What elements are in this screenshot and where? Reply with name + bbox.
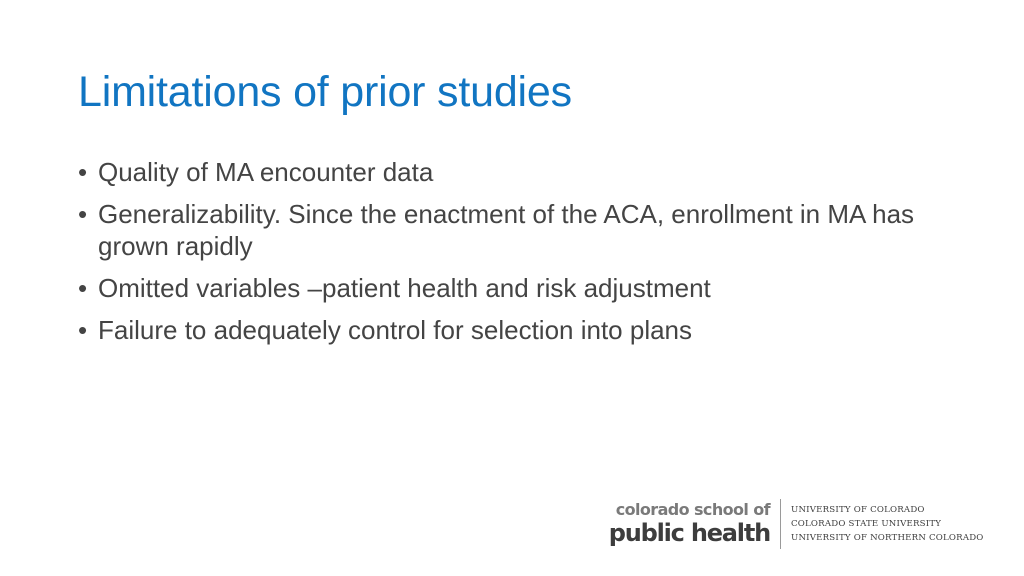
bullet-dot: • [78, 273, 88, 303]
bullet-list [78, 156, 978, 356]
logo-line-1: colorado school of [615, 500, 770, 519]
bullet-dot: • [78, 157, 88, 187]
bullet-text: Quality of MA encounter data [98, 157, 434, 187]
bullet-text: Failure to adequately control for selection into plans [98, 315, 693, 345]
bullet-text: Omitted variables –patient health and risk adjustment [98, 273, 711, 303]
bullet-dot: • [78, 315, 88, 345]
logo-divider [780, 499, 781, 549]
bullet-item [78, 272, 978, 304]
logo-line-2: public health [608, 519, 770, 547]
logo-universities [791, 503, 984, 545]
bullet-item [78, 198, 978, 262]
bullet-dot: • [78, 199, 88, 229]
slide-title: Limitations of prior studies [78, 68, 572, 116]
logo-university-3: UNIVERSITY OF NORTHERN COLORADO [791, 533, 984, 543]
logo-university-1: UNIVERSITY OF COLORADO [791, 505, 925, 515]
bullet-item [78, 314, 978, 346]
bullet-item [78, 156, 978, 188]
logo-wordmark [586, 501, 770, 547]
bullet-text: Generalizability. Since the enactment of the ACA, enrollment in MA has grown rapidly [98, 199, 915, 261]
logo-university-2: COLORADO STATE UNIVERSITY [791, 519, 942, 529]
school-logo [586, 497, 984, 551]
